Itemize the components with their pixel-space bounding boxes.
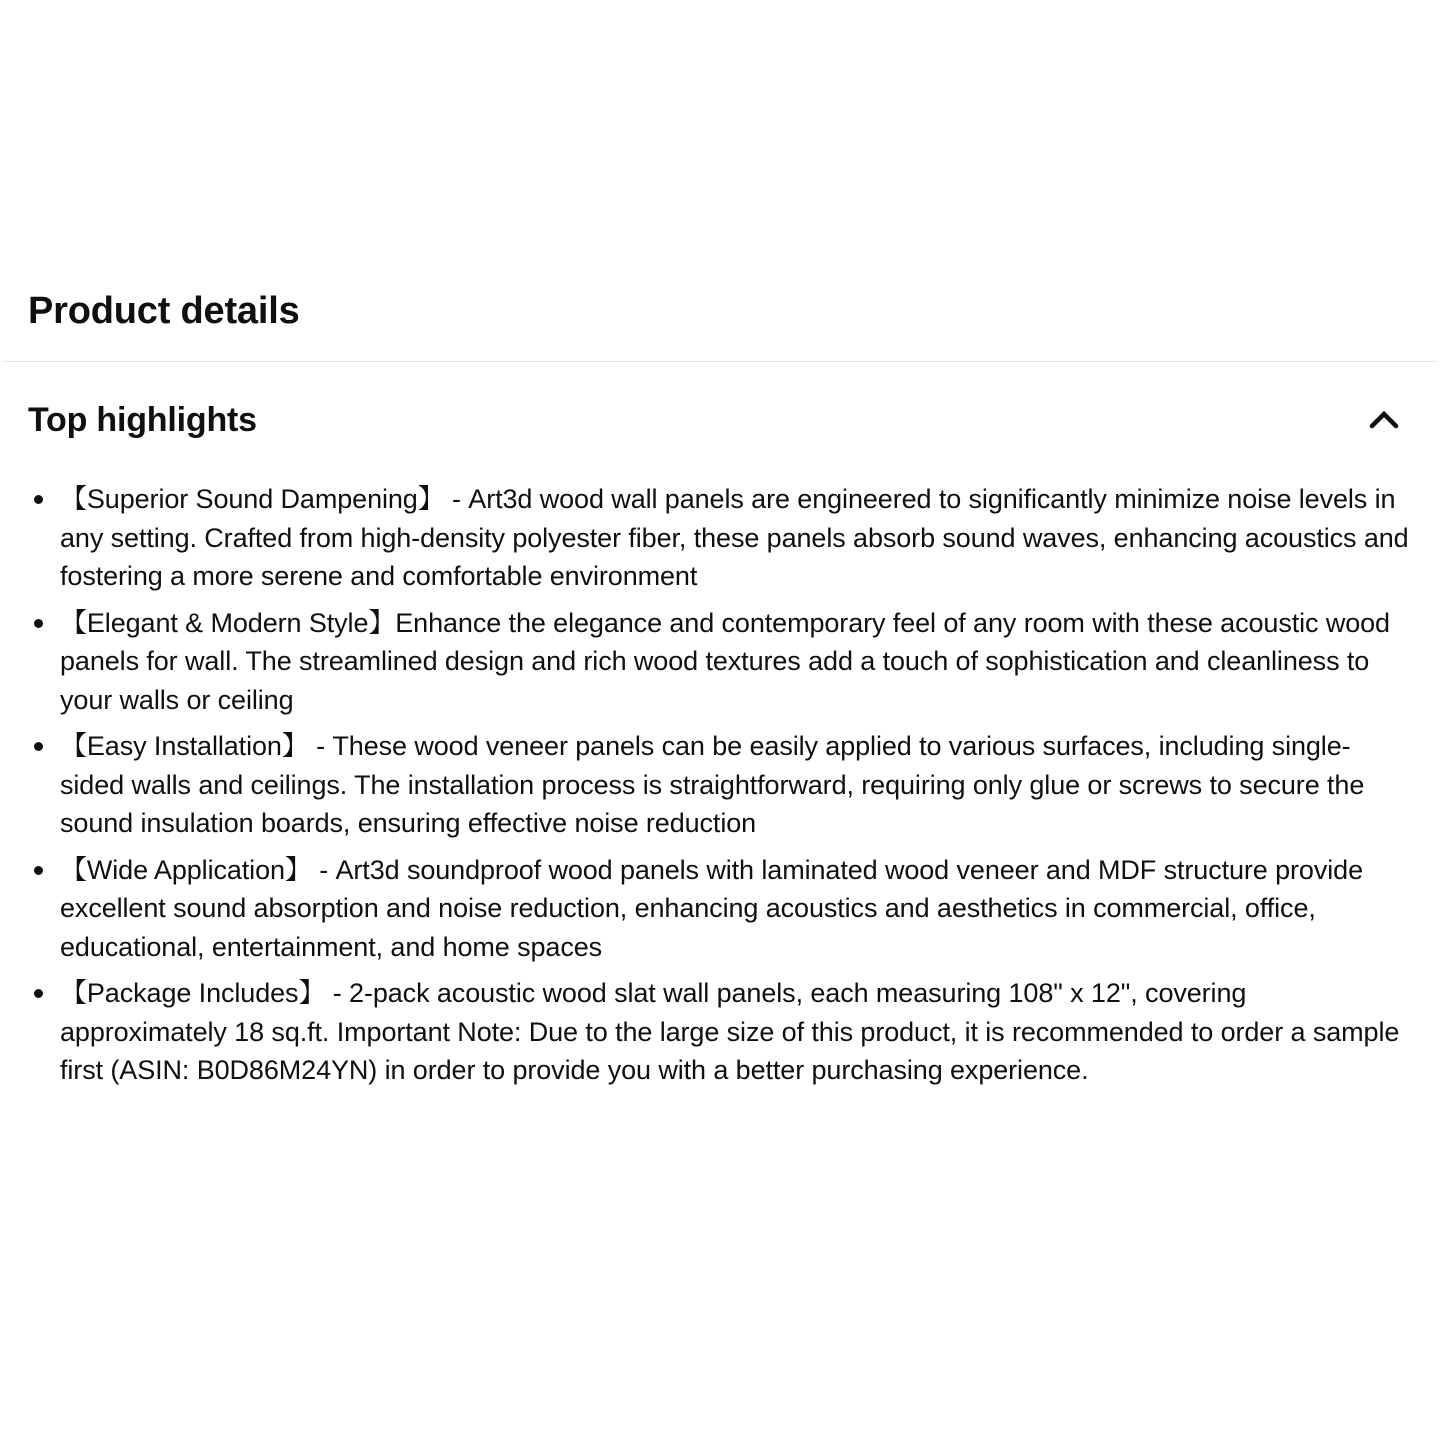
- highlight-text: 【Superior Sound Dampening】 - Art3d wood wall panels are engineered to significantly minimize noise levels in any setting. Crafted from high-density polyester fiber, these panels absorb sound waves, enhancing acoustics and fostering a more serene and comfortable environment: [60, 484, 1409, 592]
- highlight-text: 【Package Includes】 - 2-pack acoustic wood slat wall panels, each measuring 108" x 12", covering approximately 18 sq.ft. Important Note: Due to the large size of this product, it is recommended to order a sample first (ASIN: B0D86M24YN) in order to provide you with a better purchasing experience.: [60, 978, 1400, 1086]
- highlight-text: 【Elegant & Modern Style】Enhance the elegance and contemporary feel of any room with these acoustic wood panels for wall. The streamlined design and rich wood textures add a touch of sophistication and cleanliness to your walls or ceiling: [60, 607, 1390, 715]
- bullet-icon: [34, 619, 43, 628]
- bullet-icon: [34, 495, 43, 504]
- bullet-icon: [34, 866, 43, 875]
- list-item: [28, 974, 1412, 1090]
- collapse-section-button[interactable]: [1368, 409, 1400, 431]
- highlight-text: 【Easy Installation】 - These wood veneer panels can be easily applied to various surfaces, including single-sided walls and ceilings. The installation process is straightforward, requiring only glue or screws to secure the sound insulation boards, ensuring effective noise reduction: [60, 731, 1365, 839]
- list-item: [28, 851, 1412, 967]
- highlight-text: 【Wide Application】 - Art3d soundproof wood panels with laminated wood veneer and MDF structure provide excellent sound absorption and noise reduction, enhancing acoustics and aesthetics in commercial, office, educational, entertainment, and home spaces: [60, 854, 1363, 962]
- top-highlights-expander-header[interactable]: [28, 400, 1412, 441]
- list-item: [28, 480, 1412, 596]
- list-item: [28, 727, 1412, 843]
- chevron-up-icon: [1368, 409, 1400, 431]
- page-title: Product details: [28, 290, 300, 332]
- bullet-icon: [34, 742, 43, 751]
- section-divider: [3, 361, 1437, 362]
- highlights-list: [28, 480, 1412, 1090]
- list-item: [28, 604, 1412, 720]
- bullet-icon: [34, 989, 43, 998]
- top-highlights-title: Top highlights: [28, 400, 257, 439]
